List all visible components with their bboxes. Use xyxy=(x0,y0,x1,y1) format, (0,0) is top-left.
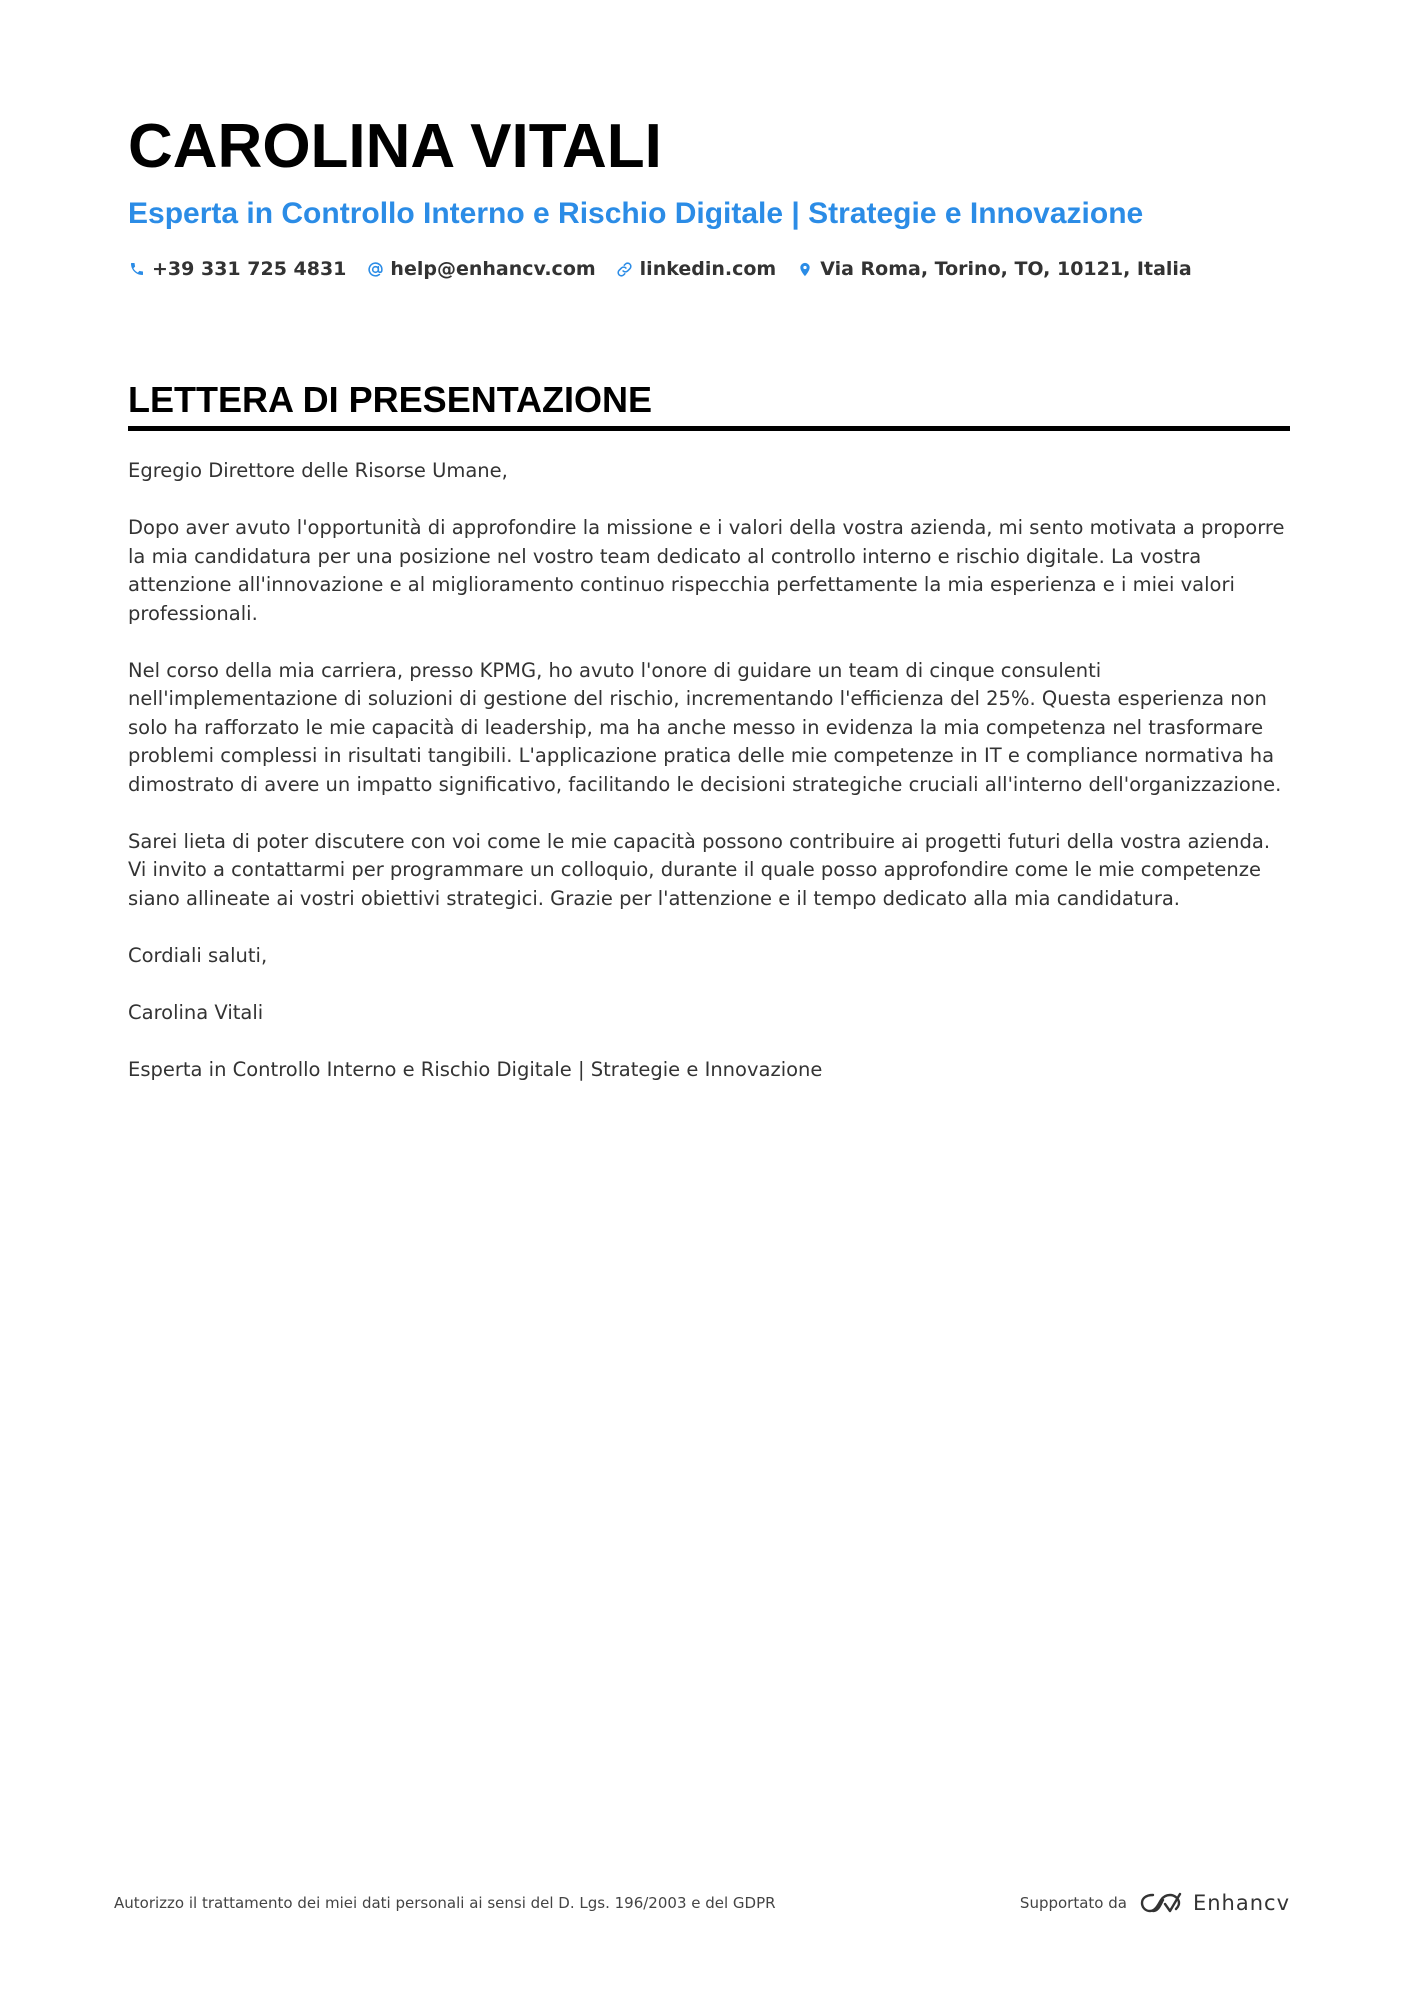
letter-paragraph: Sarei lieta di poter discutere con voi come le mie capacità possono contribuire ai progetti futuri della vostra azienda. Vi invito a contattarmi per programmare un colloquio, durante il quale posso approfondire come le mie competenze siano allineate ai vostri obiettivi strategici. Grazie per l'attenzione e il tempo dedicato alla mia candidatura. xyxy=(128,829,1271,910)
candidate-name: CAROLINA VITALI xyxy=(128,112,662,181)
letter-closing: Cordiali saluti, xyxy=(128,943,268,967)
privacy-consent: Autorizzo il trattamento dei miei dati personali ai sensi del D. Lgs. 196/2003 e del GDPR xyxy=(114,1894,776,1912)
phone-icon xyxy=(128,260,146,278)
contact-linkedin[interactable] xyxy=(616,256,777,282)
signature-name: Carolina Vitali xyxy=(128,1000,264,1024)
candidate-headline: Esperta in Controllo Interno e Rischio Digitale | Strategie e Innovazione xyxy=(128,197,1144,230)
signature-title: Esperta in Controllo Interno e Rischio Digitale | Strategie e Innovazione xyxy=(128,1057,823,1081)
enhancv-brand-name: Enhancv xyxy=(1192,1891,1290,1915)
contact-email-text: help@enhancv.com xyxy=(390,258,596,280)
contact-location-text: Via Roma, Torino, TO, 10121, Italia xyxy=(820,258,1192,280)
contact-linkedin-text: linkedin.com xyxy=(639,258,777,280)
contact-location xyxy=(796,256,1192,282)
powered-by[interactable] xyxy=(1020,1890,1290,1916)
contact-phone-text: +39 331 725 4831 xyxy=(152,258,347,280)
letter-greeting: Egregio Direttore delle Risorse Umane, xyxy=(128,459,508,482)
enhancv-logo-icon xyxy=(1139,1890,1183,1916)
cover-letter-page xyxy=(128,110,1290,1113)
letter-paragraph: Dopo aver avuto l'opportunità di approfondire la missione e i valori della vostra azienda, mi sento motivata a proporre la mia candidatura per una posizione nel vostro team dedicato al controllo interno e rischio digitale. La vostra attenzione all'innovazione e al miglioramento continuo rispecchia perfettamente la mia esperienza e i miei valori professionali. xyxy=(128,516,1285,625)
footer xyxy=(114,1890,1290,1916)
letter-paragraph: Nel corso della mia carriera, presso KPMG, ho avuto l'onore di guidare un team di cinque consulenti nell'implementazione di soluzioni di gestione del rischio, incrementando l'efficienza del 25%. Questa esperienza non solo ha rafforzato le mie capacità di leadership, ma ha anche messo in evidenza la mia competenza nel trasformare problemi complessi in risultati tangibili. L'applicazione pratica delle mie competenze in IT e compliance normativa ha dimostrato di avere un impatto significativo, facilitando le decisioni strategiche cruciali all'interno dell'organizzazione. xyxy=(128,658,1282,796)
contact-email[interactable] xyxy=(366,256,595,282)
section-title: LETTERA DI PRESENTAZIONE xyxy=(128,378,1290,431)
link-icon xyxy=(616,260,634,278)
letter-body xyxy=(128,457,1290,1084)
powered-by-label: Supportato da xyxy=(1019,1894,1127,1912)
contact-bar xyxy=(128,256,1290,282)
map-pin-icon xyxy=(796,260,814,278)
at-icon xyxy=(366,260,384,278)
enhancv-brand[interactable] xyxy=(1139,1890,1290,1916)
contact-phone[interactable] xyxy=(128,256,346,282)
